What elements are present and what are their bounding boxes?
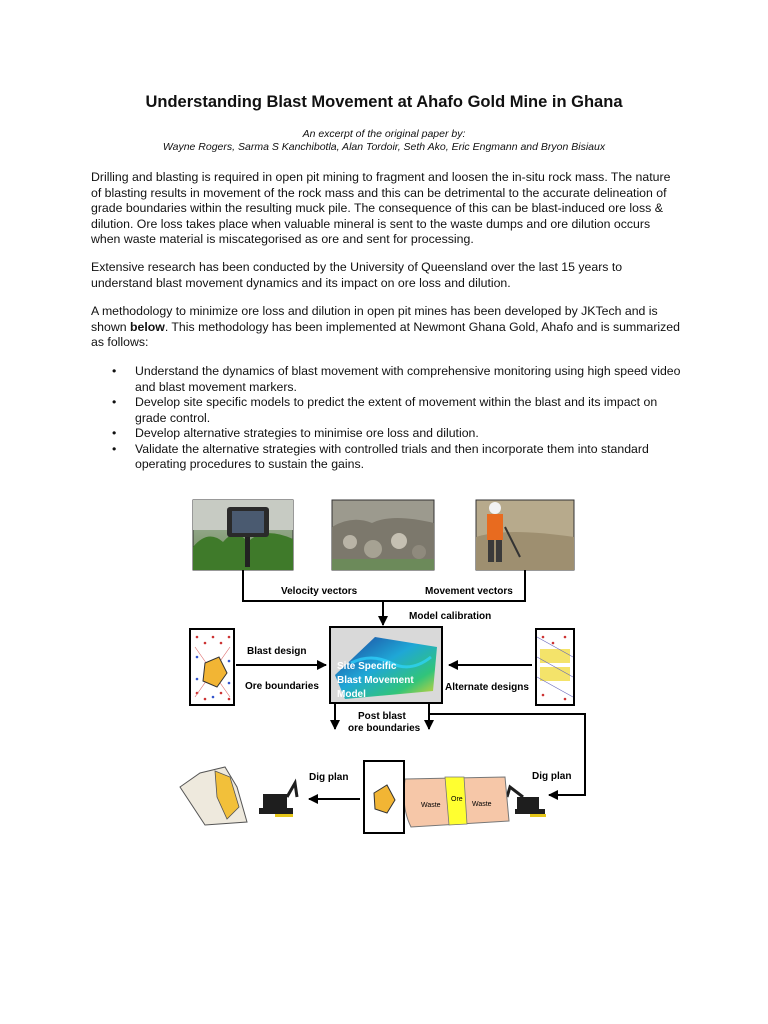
subtitle-excerpt-line: An excerpt of the original paper by: xyxy=(302,128,466,140)
label-blast-design: Blast design xyxy=(247,646,307,657)
blast-design-panel xyxy=(190,629,234,705)
dig-plan-polygon-panel xyxy=(364,761,404,833)
label-dig-plan-left: Dig plan xyxy=(309,772,349,783)
document-subtitle xyxy=(0,128,768,154)
document-title: Understanding Blast Movement at Ahafo Gold Mine in Ghana xyxy=(145,93,623,111)
bullet-text: Develop site specific models to predict the extent of movement within the blast and its impact on grade control. xyxy=(135,395,658,425)
photo-muck-pile xyxy=(332,500,434,570)
photo-high-speed-camera xyxy=(193,500,293,570)
pit-wall-illustration xyxy=(180,767,247,825)
label-ore: Ore xyxy=(451,796,463,803)
bullet-glyph: • xyxy=(112,364,117,378)
subtitle-authors-line: Wayne Rogers, Sarma S Kanchibotla, Alan Tordoir, Seth Ako, Eric Engmann and Bryon Bisiaux xyxy=(162,141,606,153)
list-item xyxy=(91,364,681,395)
paragraph-research: Extensive research has been conducted by the University of Queensland over the last 15 years to understand blast movement dynamics and its impact on ore loss and dilution. xyxy=(91,260,623,290)
label-alternate-designs: Alternate designs xyxy=(445,682,529,693)
paragraph-methodology xyxy=(91,304,681,351)
bullet-glyph: • xyxy=(112,426,117,440)
bullet-text: Validate the alternative strategies with controlled trials and then incorporate them into standard operating procedures to sustain the gains. xyxy=(135,441,649,471)
label-velocity-vectors: Velocity vectors xyxy=(281,586,358,597)
list-item xyxy=(91,426,681,442)
label-dig-plan-right: Dig plan xyxy=(532,771,572,782)
methodology-flow-diagram xyxy=(175,497,595,837)
paragraph-methodology-post: . This methodology has been implemented at Newmont Ghana Gold, Ahafo and is summarized as follows: xyxy=(91,319,680,349)
label-waste-left: Waste xyxy=(421,802,441,809)
model-label-line1: Site Specific xyxy=(337,661,397,672)
methodology-bullet-list xyxy=(91,364,681,473)
model-label-line2: Blast Movement xyxy=(337,675,414,686)
paragraph-methodology-pre: A methodology to minimize ore loss and dilution in open pit mines has been developed by JKTech and is shown xyxy=(91,304,658,334)
model-label-line3: Model xyxy=(337,689,366,700)
paragraph-intro: Drilling and blasting is required in open pit mining to fragment and loosen the in-situ rock mass. The nature of blasting results in movement of the rock mass and this can be detrimental to the accurate delineation of grade boundaries within the resulting muck pile. The consequence of this can be blast-induced ore loss & dilution. Ore loss takes place when valuable mineral is sent to the waste dumps and ore dilution occurs when waste material is miscategorised as ore and sent for processing. xyxy=(91,170,671,246)
paragraph-methodology-bold: below xyxy=(129,319,165,334)
bullet-glyph: • xyxy=(112,441,117,456)
label-post-blast-line2: ore boundaries xyxy=(348,723,421,734)
list-item xyxy=(91,442,681,473)
alternate-designs-panel xyxy=(536,629,574,705)
label-movement-vectors: Movement vectors xyxy=(425,586,513,597)
excavator-left-icon xyxy=(259,783,297,817)
label-waste-right: Waste xyxy=(472,801,492,808)
list-item xyxy=(91,395,681,426)
bullet-glyph: • xyxy=(112,395,117,409)
bullet-text: Develop alternative strategies to minimise ore loss and dilution. xyxy=(135,426,479,440)
photo-field-worker xyxy=(476,500,574,570)
label-post-blast-line1: Post blast xyxy=(358,711,406,722)
bullet-text: Understand the dynamics of blast movement with comprehensive monitoring using high speed video and blast movement markers. xyxy=(135,364,681,394)
label-model-calibration: Model calibration xyxy=(409,611,492,622)
label-ore-boundaries: Ore boundaries xyxy=(245,681,319,692)
excavator-right-icon xyxy=(507,787,546,817)
